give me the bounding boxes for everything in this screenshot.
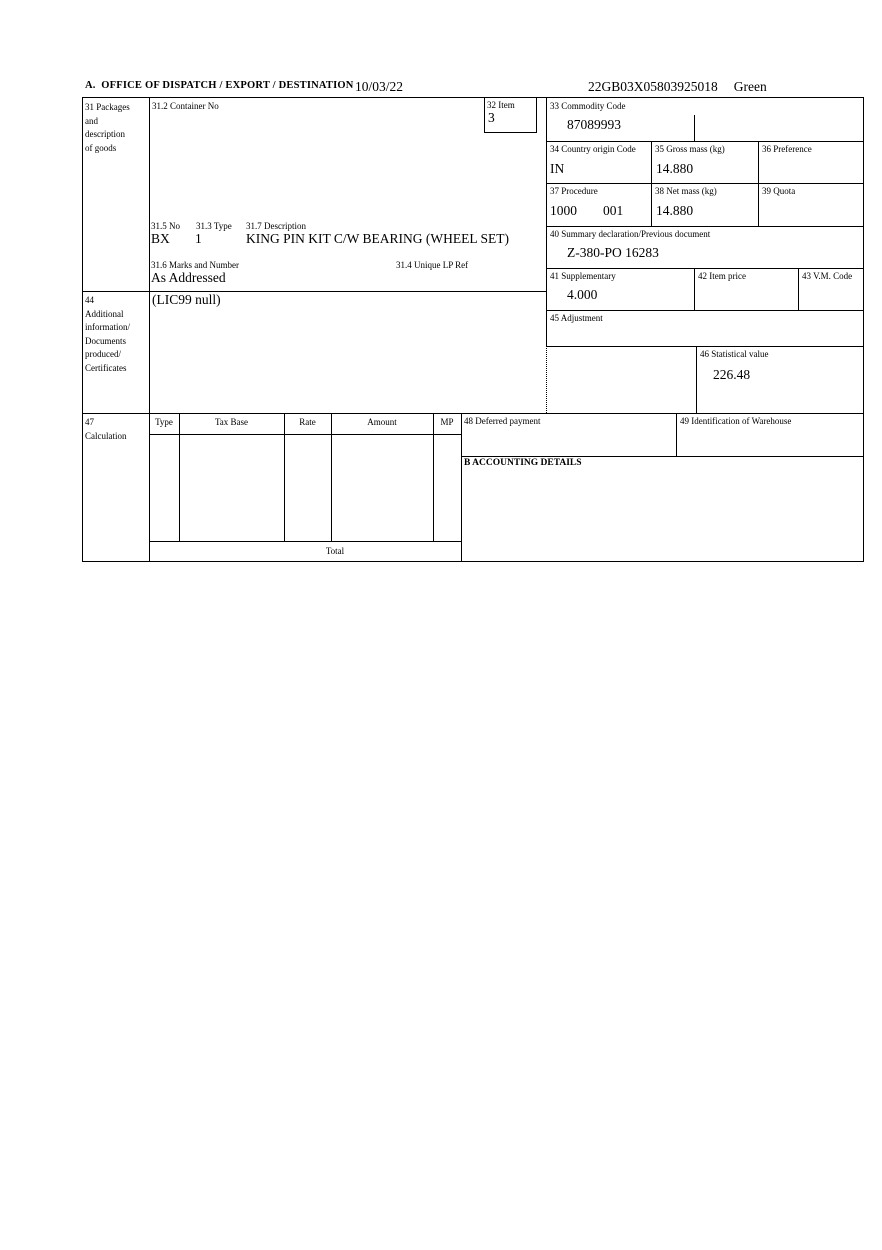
box-31-label: 31 Packages and description of goods xyxy=(85,102,130,153)
procedure-main-value: 1000 xyxy=(550,203,577,218)
divider xyxy=(546,141,863,142)
divider-dotted xyxy=(546,346,547,413)
divider-accounting-top xyxy=(461,456,863,457)
box-41-label: 41 Supplementary xyxy=(550,271,616,281)
statistical-value: 226.48 xyxy=(713,367,751,382)
box-40-label: 40 Summary declaration/Previous document xyxy=(550,229,711,239)
box-31-3-label: 31.3 Type xyxy=(196,221,232,231)
box-37-label: 37 Procedure xyxy=(550,186,598,196)
country-origin-value: IN xyxy=(550,161,565,176)
divider-48-49 xyxy=(676,413,677,456)
box-48-label: 48 Deferred payment xyxy=(464,416,541,426)
calc-total-label: Total xyxy=(325,546,345,556)
calc-col-mp: MP xyxy=(440,417,454,427)
calc-col-tax-base: Tax Base xyxy=(214,417,249,427)
divider-commodity xyxy=(694,115,695,141)
box-31-6-label: 31.6 Marks and Number xyxy=(151,260,239,270)
box-45-label: 45 Adjustment xyxy=(550,313,603,323)
section-a-title: A. OFFICE OF DISPATCH / EXPORT / DESTINATION xyxy=(85,80,354,91)
divider xyxy=(433,413,434,541)
divider-46-left xyxy=(696,346,697,413)
divider-calc-top xyxy=(83,413,863,414)
divider xyxy=(546,183,863,184)
box-34-label: 34 Country origin Code xyxy=(550,144,636,154)
box-33-label: 33 Commodity Code xyxy=(550,101,626,111)
box-31-2-label: 31.2 Container No xyxy=(152,101,219,111)
divider-mid-right xyxy=(546,98,547,346)
movement-reference: 22GB03X05803925018 xyxy=(588,79,718,94)
marks-value: As Addressed xyxy=(151,270,226,285)
divider xyxy=(546,268,863,269)
box-43-label: 43 V.M. Code xyxy=(802,271,853,281)
movement-reference-line xyxy=(588,79,767,95)
box-31-5-label: 31.5 No xyxy=(151,221,180,231)
calc-col-rate: Rate xyxy=(299,417,316,427)
goods-description-value: KING PIN KIT C/W BEARING (WHEEL SET) xyxy=(246,231,509,246)
box-49-label: 49 Identification of Warehouse xyxy=(680,416,792,426)
routing-indicator: Green xyxy=(733,79,767,94)
box-46-label: 46 Statistical value xyxy=(700,349,769,359)
divider xyxy=(758,141,759,226)
item-number-value: 3 xyxy=(488,110,495,125)
divider xyxy=(331,413,332,541)
calc-col-amount: Amount xyxy=(367,417,397,427)
gross-mass-value: 14.880 xyxy=(656,161,694,176)
box-31-7-label: 31.7 Description xyxy=(246,221,306,231)
box-32 xyxy=(484,98,537,133)
section-b-title: B ACCOUNTING DETAILS xyxy=(464,458,582,468)
divider xyxy=(546,226,863,227)
divider xyxy=(694,268,695,310)
divider xyxy=(284,413,285,541)
box-38-label: 38 Net mass (kg) xyxy=(655,186,717,196)
divider-left-column xyxy=(149,98,150,561)
box-39-label: 39 Quota xyxy=(762,186,796,196)
divider-table-header xyxy=(149,434,461,435)
divider xyxy=(546,346,863,347)
supplementary-units-value: 4.000 xyxy=(567,287,598,302)
box-36-label: 36 Preference xyxy=(762,144,812,154)
calc-col-type: Type xyxy=(155,417,173,427)
commodity-code-value: 87089993 xyxy=(567,117,621,132)
box-32-label: 32 Item xyxy=(487,100,515,110)
divider xyxy=(798,268,799,310)
box-47-label: 47 Calculation xyxy=(85,417,127,441)
dispatch-date: 10/03/22 xyxy=(355,79,404,94)
package-kind-value: BX xyxy=(151,231,170,246)
box-44-label: 44 Additional information/ Documents produced/ Certificates xyxy=(85,295,130,373)
divider xyxy=(651,141,652,226)
net-mass-value: 14.880 xyxy=(656,203,694,218)
divider xyxy=(179,413,180,541)
procedure-extra-value: 001 xyxy=(603,203,624,218)
box-42-label: 42 Item price xyxy=(698,271,746,281)
divider-table-total xyxy=(149,541,461,542)
box-31-4-label: 31.4 Unique LP Ref xyxy=(396,260,469,270)
package-count-value: 1 xyxy=(195,231,202,246)
sad-item-form xyxy=(82,97,864,562)
box-35-label: 35 Gross mass (kg) xyxy=(655,144,725,154)
additional-information-value: (LIC99 null) xyxy=(152,292,221,307)
previous-document-value: Z-380-PO 16283 xyxy=(567,245,659,260)
divider-calc-right xyxy=(461,413,462,561)
divider xyxy=(546,310,863,311)
